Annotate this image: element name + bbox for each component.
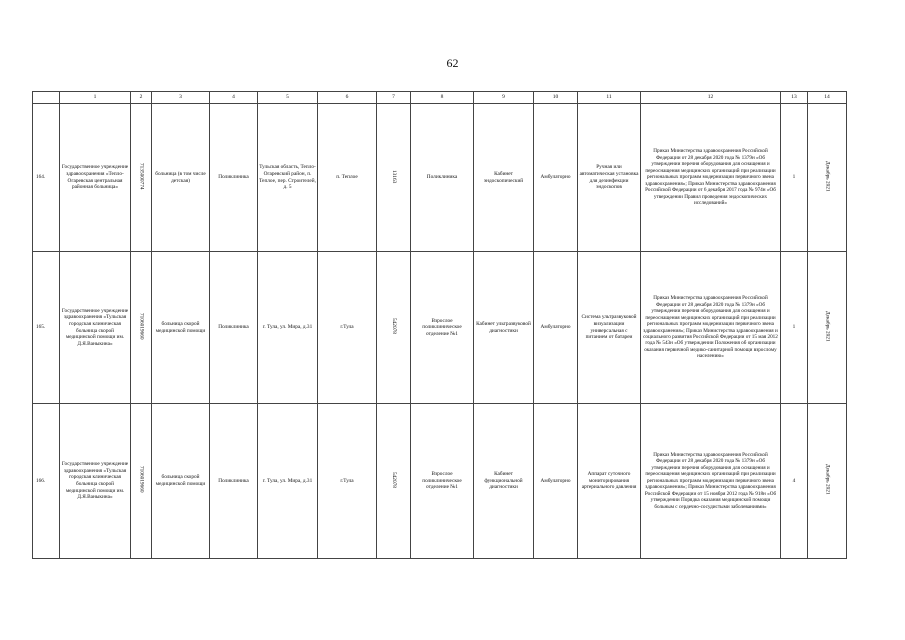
inn-cell (131, 104, 152, 252)
care-condition: Амбулаторно (534, 404, 578, 559)
date-cell (808, 104, 847, 252)
facility-type: больница скорой медицинской помощи (152, 404, 210, 559)
header-cell: 13 (781, 92, 808, 104)
oktmo-code: 542078 (390, 318, 397, 335)
inn-cell (131, 252, 152, 404)
inn-code: 7135000774 (138, 162, 145, 190)
page-number: 62 (446, 56, 459, 70)
header-cell: 8 (411, 92, 474, 104)
unit-name: Поликлиника (210, 104, 258, 252)
inn-code: 7106019660 (138, 312, 145, 340)
table-row (33, 404, 847, 559)
header-cell: 14 (808, 92, 847, 104)
cabinet: Кабинет эндоскопический (474, 104, 534, 252)
row-number: 165. (33, 252, 60, 404)
delivery-date: Декабрь 2021 (824, 310, 831, 342)
row-number: 164. (33, 104, 60, 252)
header-cell: 9 (474, 92, 534, 104)
date-cell (808, 404, 847, 559)
address: Тульская область, Тепло-Огаревский район, п. Теплое, пер. Строителей, д. 5 (258, 104, 318, 252)
regulatory-orders: Приказ Министерства здравоохранения Российской Федерации от 28 декабря 2020 года № 1379н «Об утверждении перечня оборудования для оснащения и переоснащения медицинских организаций при реализации региональных программ модернизации первичного звена здравоохранения»; Приказ Министерства здравоохранения и социального развития Российской Федерации от 15 мая 2012 года № 543н «Об утверждении Положения об организации оказания первичной медико-санитарной помощи взрослому населению» (641, 252, 781, 404)
table-row (33, 104, 847, 252)
oktmo-cell (377, 104, 411, 252)
header-cell: 2 (131, 92, 152, 104)
organization-name: Государственное учреждение здравоохранения «Тульская городская клиническая больница скорой медицинской помощи им. Д.Я.Ваныкина» (60, 404, 131, 559)
oktmo-cell (377, 404, 411, 559)
facility-type: больница скорой медицинской помощи (152, 252, 210, 404)
organization-name: Государственное учреждение здравоохранения «Тепло-Огаревская центральная районная больница» (60, 104, 131, 252)
equipment-name: Система ультразвуковой визуализации универсальная с питанием от батареи (578, 252, 641, 404)
row-number: 166. (33, 404, 60, 559)
oktmo-code: 13163 (390, 169, 397, 183)
header-cell: 11 (578, 92, 641, 104)
header-cell: 1 (60, 92, 131, 104)
equipment-table (32, 91, 847, 559)
header-cell: 6 (318, 92, 377, 104)
address: г. Тула, ул. Мира, д.31 (258, 252, 318, 404)
care-condition: Амбулаторно (534, 104, 578, 252)
address: г. Тула, ул. Мира, д.31 (258, 404, 318, 559)
cabinet: Кабинет функциональной диагностики (474, 404, 534, 559)
oktmo-code: 542078 (390, 471, 397, 488)
equipment-name: Аппарат суточного мониторирования артериального давления (578, 404, 641, 559)
header-cell: 3 (152, 92, 210, 104)
inn-code: 7106019660 (138, 466, 145, 493)
cabinet: Кабинет ультразвуковой диагностики (474, 252, 534, 404)
header-cell: 4 (210, 92, 258, 104)
quantity: 1 (781, 252, 808, 404)
inn-cell (131, 404, 152, 559)
organization-name: Государственное учреждение здравоохранения «Тульская городская клиническая больница скорой медицинской помощи им. Д.Я.Ваныкина» (60, 252, 131, 404)
equipment-name: Ручная или автоматическая установка для дезинфекции эндоскопов (578, 104, 641, 252)
date-cell (808, 252, 847, 404)
table-header-row (33, 92, 847, 104)
regulatory-orders: Приказ Министерства здравоохранения Российской Федерации от 28 декабря 2020 года № 1379н «Об утверждении перечня оборудования для оснащения и переоснащения медицинских организаций при реализации региональных программ модернизации первичного звена здравоохранения»; Приказ Министерства здравоохранения Российской Федерации от 15 ноября 2012 года № 918н «Об утверждении Порядка оказания медицинской помощи больным с сердечно-сосудистыми заболеваниями» (641, 404, 781, 559)
settlement: г.Тула (318, 404, 377, 559)
table-row (33, 252, 847, 404)
department: Взрослое поликлиническое отделение №1 (411, 252, 474, 404)
header-cell: 10 (534, 92, 578, 104)
unit-name: Поликлиника (210, 252, 258, 404)
quantity: 1 (781, 104, 808, 252)
facility-type: больница (в том числе детская) (152, 104, 210, 252)
settlement: п. Теплое (318, 104, 377, 252)
department: Взрослое поликлиническое отделение №1 (411, 404, 474, 559)
care-condition: Амбулаторно (534, 252, 578, 404)
regulatory-orders: Приказ Министерства здравоохранения Российской Федерации от 28 декабря 2020 года № 1379н «Об утверждении перечня оборудования для оснащения и переоснащения медицинских организаций при реализации региональных программ модернизации первичного звена здравоохранения»; Приказ Министерства здравоохранения Российской Федерации от 6 декабря 2017 года № 974н «Об утверждении Правил проведения эндоскопических исследований» (641, 104, 781, 252)
header-cell: 12 (641, 92, 781, 104)
quantity: 4 (781, 404, 808, 559)
settlement: г.Тула (318, 252, 377, 404)
department: Поликлиника (411, 104, 474, 252)
unit-name: Поликлиника (210, 404, 258, 559)
header-cell: 5 (258, 92, 318, 104)
header-cell: 7 (377, 92, 411, 104)
delivery-date: Декабрь 2021 (824, 464, 831, 495)
oktmo-cell (377, 252, 411, 404)
delivery-date: Декабрь 2021 (824, 160, 831, 192)
